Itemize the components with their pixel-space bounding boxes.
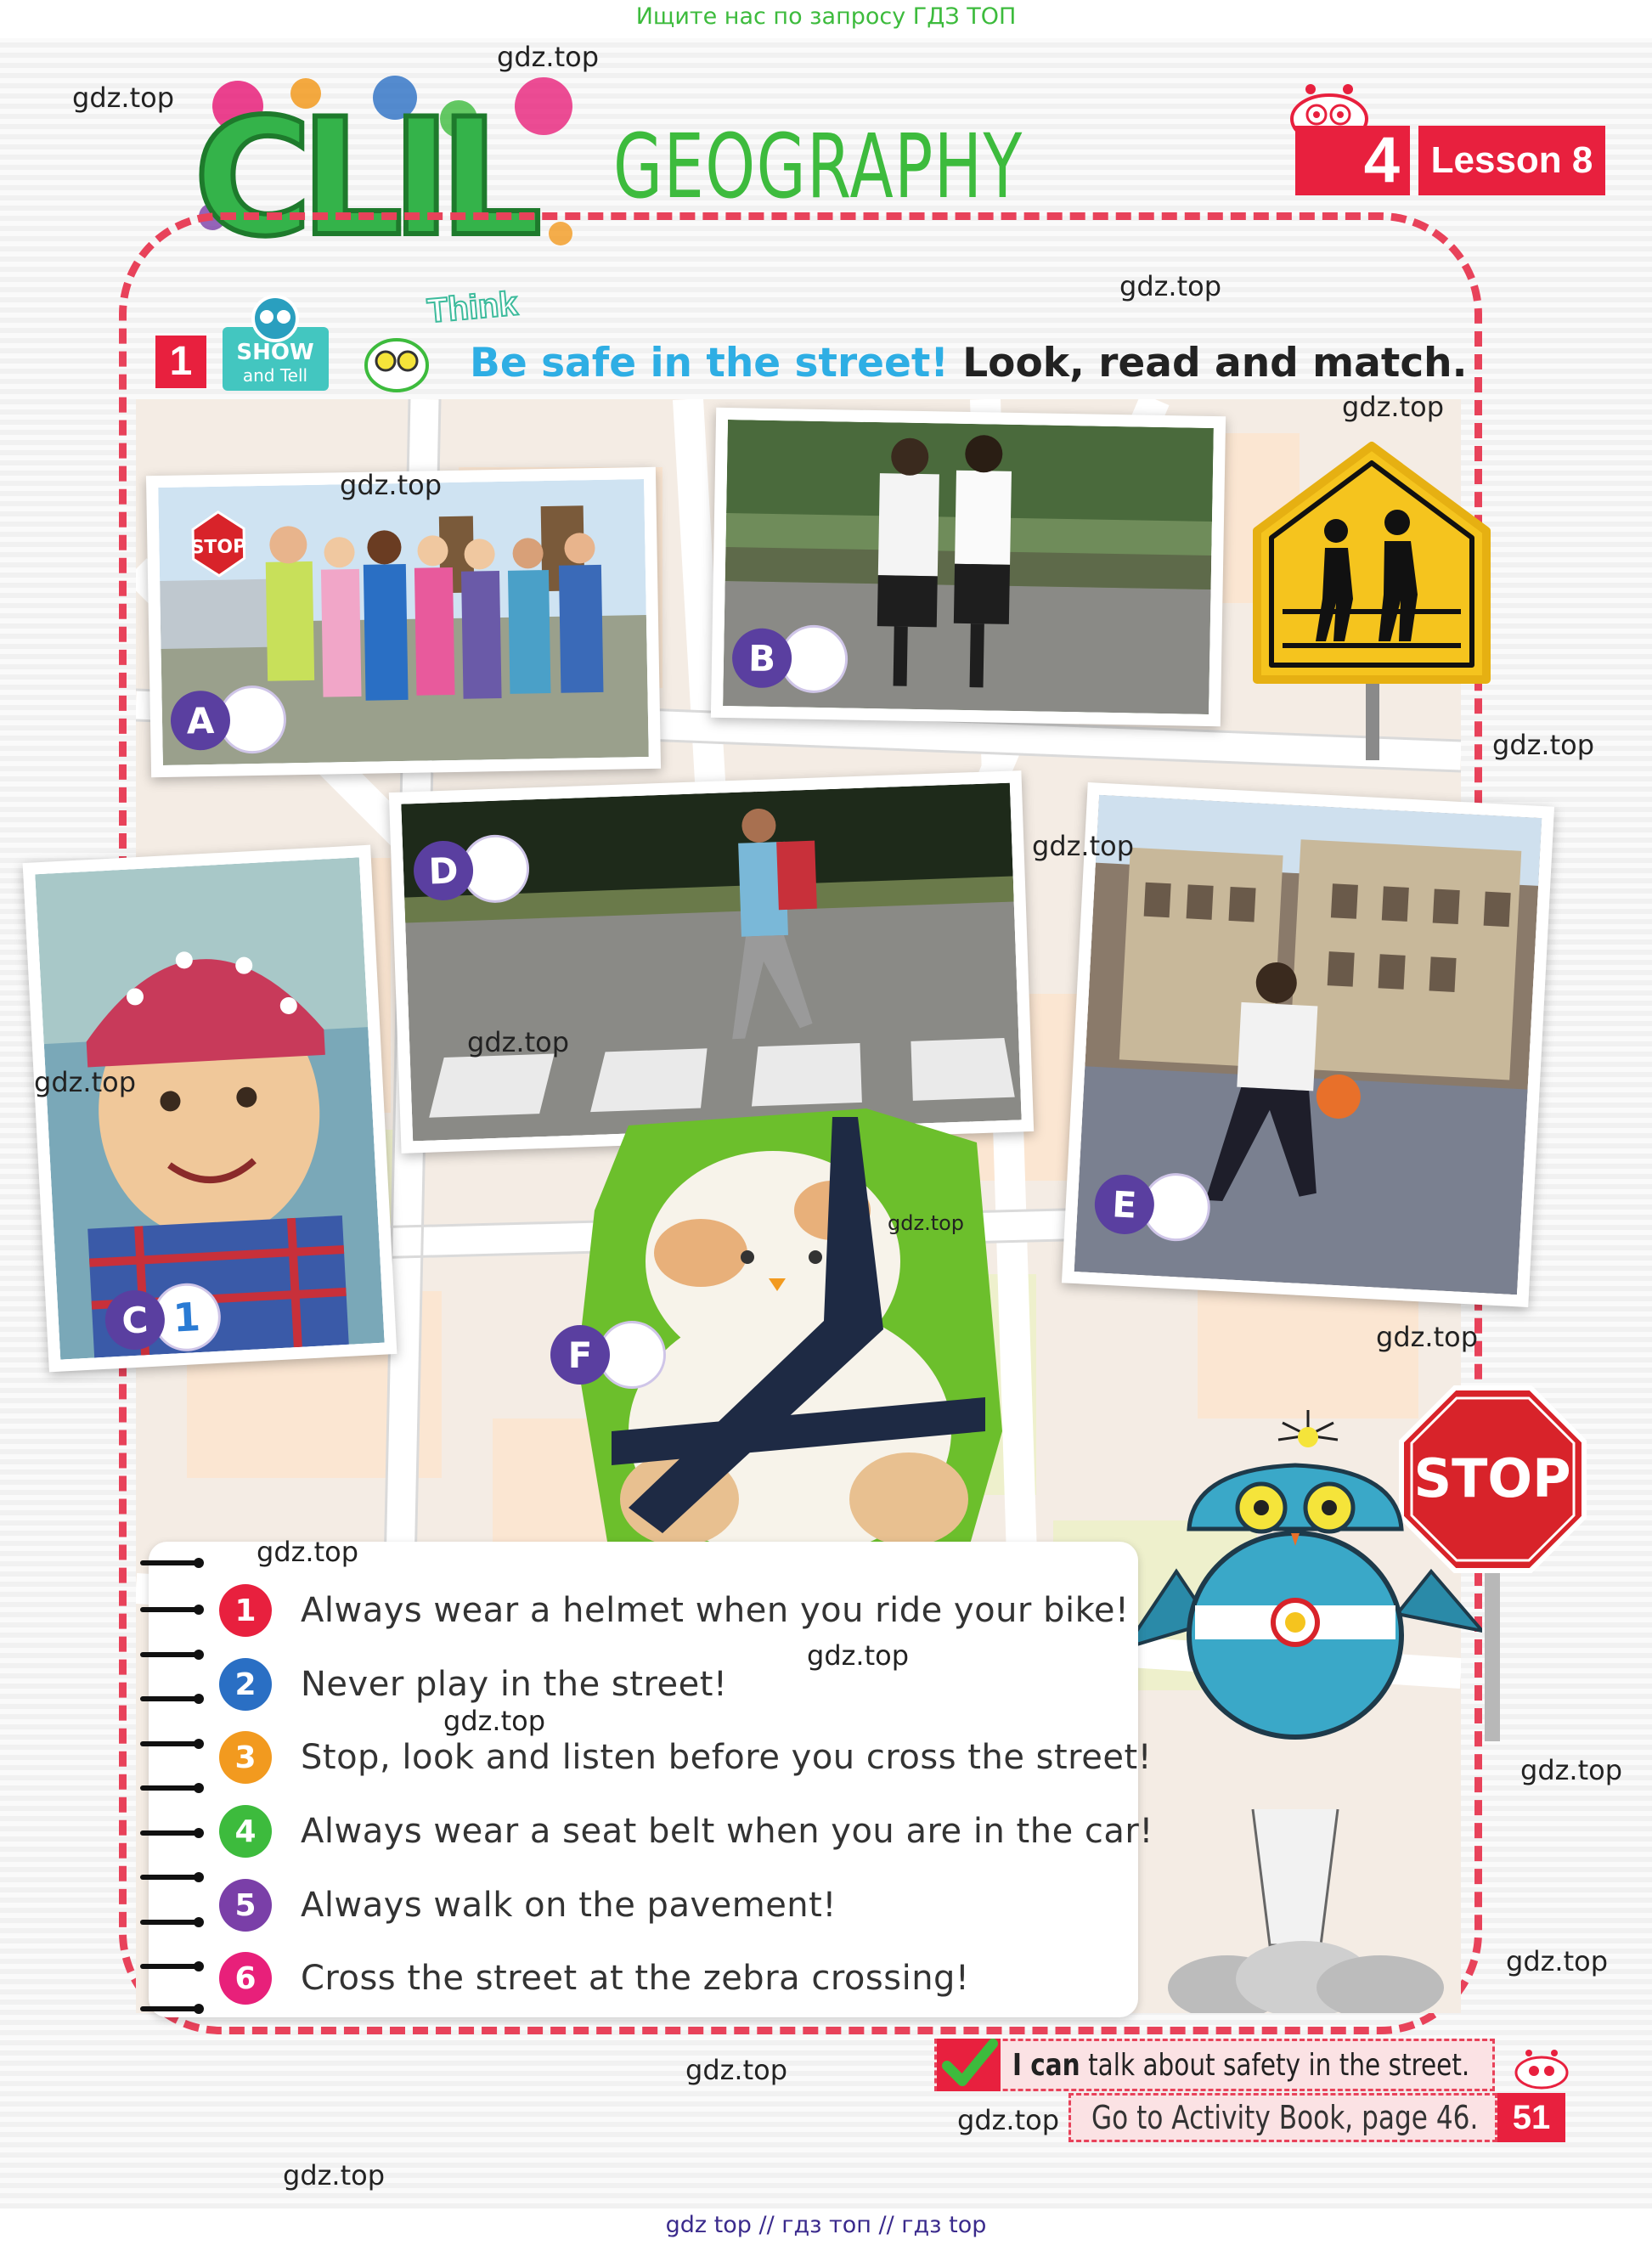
- photo-b: [711, 408, 1226, 726]
- can-do-rest: talk about safety in the street.: [1088, 2047, 1470, 2083]
- watermark: gdz.top: [888, 1211, 965, 1235]
- watermark: gdz.top: [685, 2054, 788, 2086]
- watermark: gdz.top: [72, 82, 175, 114]
- answer-badge-e: [1093, 1169, 1212, 1243]
- watermark: gdz.top: [443, 1705, 546, 1737]
- rule-number: 3: [219, 1731, 272, 1784]
- watermark: gdz.top: [283, 2159, 386, 2191]
- can-do-text: [1012, 2048, 1469, 2083]
- photo-letter: D: [413, 840, 474, 901]
- rule-text: Always walk on the pavement!: [301, 1886, 837, 1925]
- rule-item: [219, 1805, 1153, 1858]
- subject-title: GEOGRAPHY: [613, 115, 1023, 218]
- answer-badge-b: [731, 623, 848, 693]
- instruction-highlight: Be safe in the street!: [470, 340, 949, 386]
- can-do-statement: [934, 2039, 1495, 2091]
- rule-number: 6: [219, 1952, 272, 2005]
- photo-c: [23, 845, 397, 1373]
- rule-item: [219, 1731, 1152, 1784]
- rule-number: 2: [219, 1658, 272, 1711]
- svg-text:STOP: STOP: [1413, 1447, 1571, 1509]
- watermark: gdz.top: [957, 2104, 1060, 2136]
- rule-item: [219, 1879, 837, 1932]
- show-and-tell-badge: [223, 293, 435, 403]
- activity-text: Go to Activity Book, page 46.: [1091, 2099, 1479, 2136]
- watermark: gdz.top: [807, 1639, 910, 1672]
- page-mascot-icon: [1512, 2043, 1571, 2090]
- rule-text: Never play in the street!: [301, 1665, 728, 1704]
- check-icon: [937, 2039, 1001, 2091]
- activity-book-reference[interactable]: [1068, 2093, 1497, 2142]
- watermark: gdz.top: [1506, 1945, 1609, 1977]
- svg-text:CLIL: CLIL: [194, 84, 531, 268]
- watermark: gdz.top: [340, 469, 443, 501]
- rule-number: 1: [219, 1584, 272, 1637]
- instruction-text: Look, read and match.: [962, 340, 1468, 386]
- top-banner[interactable]: Ищите нас по запросу ГДЗ ТОП: [635, 3, 1017, 30]
- page-number: 51: [1497, 2093, 1565, 2142]
- watermark: gdz.top: [1492, 729, 1595, 761]
- watermark: gdz.top: [1032, 830, 1135, 862]
- photo-letter: E: [1093, 1173, 1156, 1236]
- notebook-spiral: [136, 1546, 212, 2022]
- think-label: Think: [426, 285, 520, 330]
- rule-item: [219, 1658, 727, 1711]
- exercise-number: 1: [155, 336, 206, 388]
- rule-text: Cross the street at the zebra crossing!: [301, 1959, 970, 1998]
- watermark: gdz.top: [34, 1066, 137, 1098]
- answer-badge-a: [170, 685, 286, 754]
- answer-circle[interactable]: 1: [151, 1282, 223, 1353]
- rule-text: Stop, look and listen before you cross the street!: [301, 1738, 1153, 1777]
- photo-e: [1062, 782, 1554, 1307]
- watermark: gdz.top: [1376, 1321, 1479, 1353]
- bottom-banner[interactable]: gdz top // гдз топ // гдз top: [665, 2212, 987, 2238]
- photo-letter: A: [170, 691, 230, 751]
- owl-mascot-icon: [1125, 1402, 1482, 2013]
- watermark: gdz.top: [257, 1536, 359, 1568]
- svg-text:and Tell: and Tell: [242, 365, 308, 386]
- photo-a: [146, 467, 661, 777]
- answer-badge-f: [550, 1321, 666, 1389]
- svg-text:SHOW: SHOW: [236, 340, 314, 365]
- watermark: gdz.top: [1119, 270, 1222, 302]
- photo-letter: F: [550, 1325, 610, 1385]
- rule-number: 4: [219, 1805, 272, 1858]
- rule-text: Always wear a seat belt when you are in the car!: [301, 1812, 1153, 1851]
- watermark: gdz.top: [1342, 391, 1445, 423]
- rule-text: Always wear a helmet when you ride your bike!: [301, 1591, 1130, 1630]
- rule-item: [219, 1584, 1129, 1637]
- unit-number: 4: [1295, 126, 1410, 195]
- watermark: gdz.top: [467, 1026, 570, 1058]
- watermark: gdz.top: [1520, 1754, 1623, 1786]
- photo-d: [389, 770, 1034, 1154]
- can-do-bold: I can: [1012, 2047, 1080, 2083]
- photo-letter: C: [104, 1289, 166, 1351]
- answer-badge-c: [104, 1282, 223, 1356]
- pedestrian-crossing-sign-icon: [1244, 437, 1499, 760]
- watermark: gdz.top: [497, 41, 600, 73]
- photo-letter: B: [731, 628, 792, 688]
- exercise-instruction: [470, 340, 1468, 386]
- rule-number: 5: [219, 1879, 272, 1932]
- lesson-label: Lesson 8: [1418, 126, 1605, 195]
- svg-text:STOP: STOP: [190, 536, 247, 559]
- answer-badge-d: [413, 833, 531, 905]
- rule-item: [219, 1952, 969, 2005]
